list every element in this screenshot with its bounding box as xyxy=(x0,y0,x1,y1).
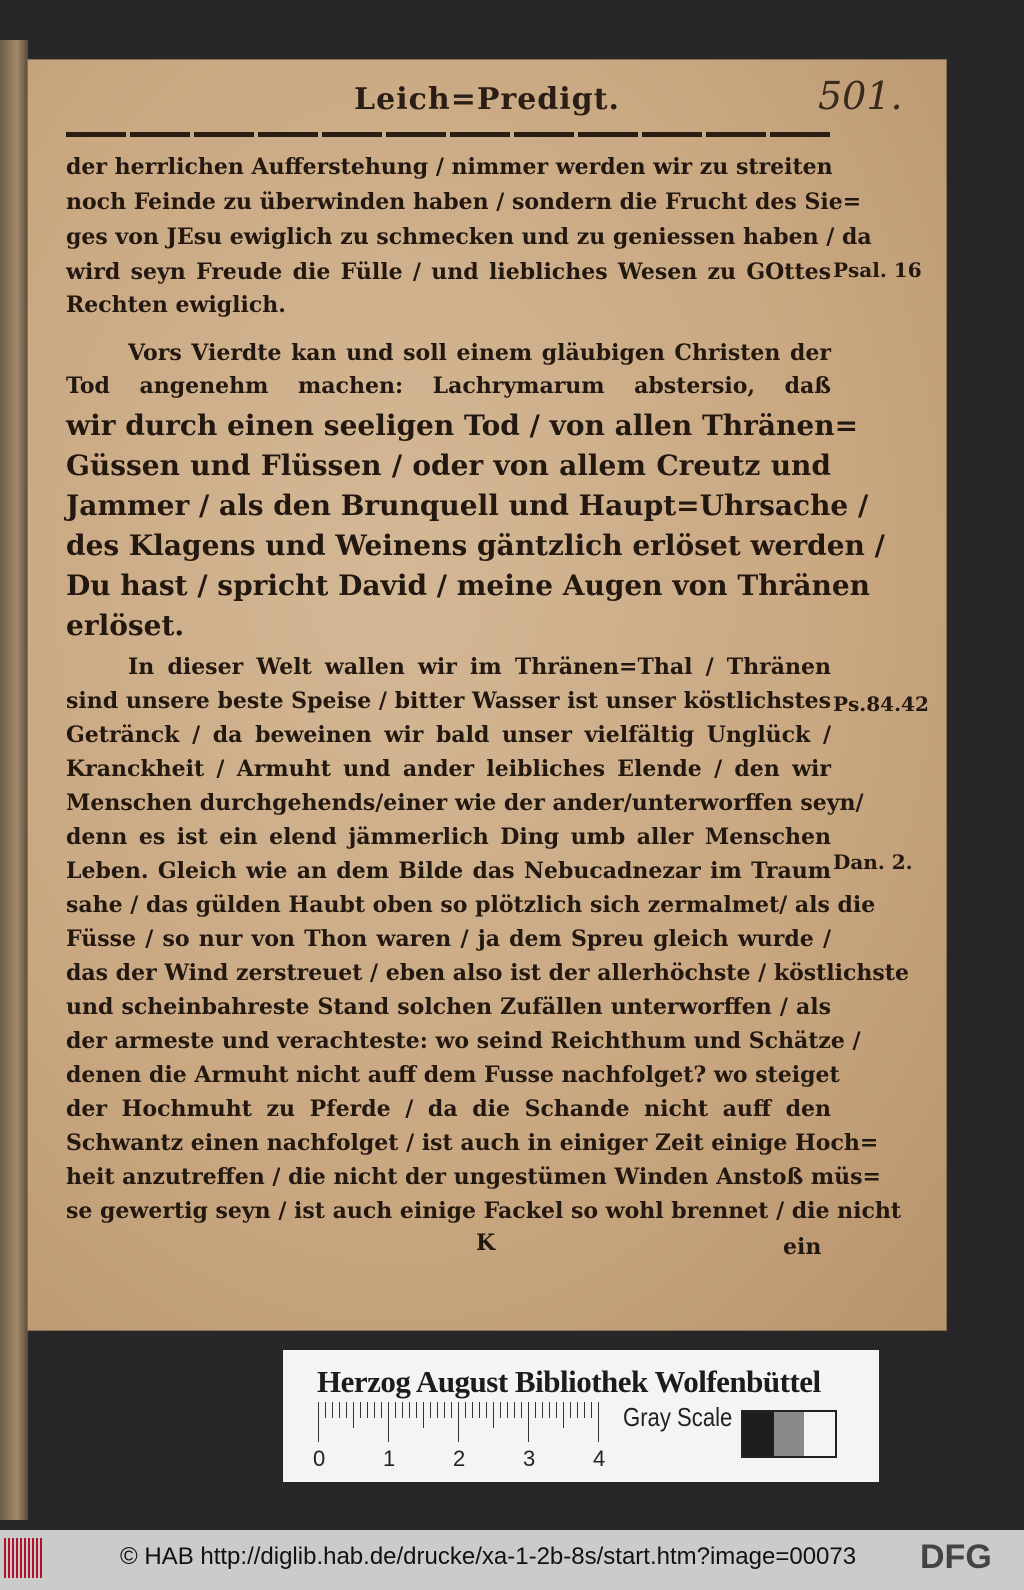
ruler-tick xyxy=(423,1402,424,1428)
dfg-logo: DFG xyxy=(920,1538,992,1576)
ruler-tick xyxy=(374,1402,375,1418)
text-line: Tod angenehm machen: Lachrymarum abstersio, daß xyxy=(66,373,831,399)
ruler-tick xyxy=(381,1402,382,1418)
signature-mark: K xyxy=(476,1230,496,1256)
ruler-tick xyxy=(458,1402,459,1442)
ruler-tick xyxy=(451,1402,452,1418)
ruler-tick xyxy=(500,1402,501,1418)
ruler-number: 3 xyxy=(523,1446,536,1471)
ruler-tick xyxy=(402,1402,403,1418)
ruler-tick xyxy=(493,1402,494,1428)
ruler-tick xyxy=(584,1402,585,1418)
text-line: des Klagens und Weinens gäntzlich erlöset werden / xyxy=(66,529,885,562)
ruler-number: 4 xyxy=(593,1446,606,1471)
ruler-tick xyxy=(388,1402,389,1442)
running-head: Leich=Predigt. xyxy=(354,82,620,117)
ruler-tick xyxy=(318,1402,319,1442)
hab-logo-icon xyxy=(4,1538,44,1578)
color-reference-card xyxy=(283,1350,879,1482)
text-line: Leben. Gleich wie an dem Bilde das Nebucadnezar im Traum xyxy=(66,858,831,884)
marginal-note: Psal. 16 xyxy=(833,258,922,282)
text-line: Vors Vierdte kan und soll einem gläubigen Christen der xyxy=(128,340,831,366)
text-line: Menschen durchgehends/einer wie der ander/unterworffen seyn/ xyxy=(66,790,864,816)
adjacent-page-edge xyxy=(0,40,28,1520)
text-line: und scheinbahreste Stand solchen Zufällen unterworffen / als xyxy=(66,994,831,1020)
text-line: der armeste und verachteste: wo seind Reichthum und Schätze / xyxy=(66,1028,861,1054)
ruler-tick xyxy=(514,1402,515,1418)
ruler-tick xyxy=(549,1402,550,1418)
text-line: wird seyn Freude die Fülle / und liebliches Wesen zu GOttes xyxy=(66,259,831,285)
ruler-number: 1 xyxy=(383,1446,396,1471)
ruler-tick xyxy=(563,1402,564,1428)
text-line: noch Feinde zu überwinden haben / sondern die Frucht des Sie= xyxy=(66,189,862,215)
copyright-url[interactable]: © HAB http://diglib.hab.de/drucke/xa-1-2b-8s/start.htm?image=00073 xyxy=(120,1543,857,1570)
ruler-tick xyxy=(570,1402,571,1418)
text-line: Füsse / so nur von Thon waren / ja dem Spreu gleich wurde / xyxy=(66,926,831,952)
ruler-tick xyxy=(430,1402,431,1418)
text-line: In dieser Welt wallen wir im Thränen=Thal / Thränen xyxy=(128,654,831,680)
ruler-tick xyxy=(542,1402,543,1418)
ruler-tick xyxy=(472,1402,473,1418)
text-line: se gewertig seyn / ist auch einige Fackel so wohl brennet / die nicht xyxy=(66,1198,902,1224)
ruler-tick xyxy=(332,1402,333,1418)
text-line: der herrlichen Aufferstehung / nimmer werden wir zu streiten xyxy=(66,154,833,180)
ruler-number: 0 xyxy=(313,1446,326,1471)
ruler-tick xyxy=(437,1402,438,1418)
ruler-tick xyxy=(409,1402,410,1418)
text-line: sahe / das gülden Haubt oben so plötzlich sich zermalmet/ als die xyxy=(66,892,876,918)
text-line: Jammer / als den Brunquell und Haupt=Uhrsache / xyxy=(66,489,869,522)
ruler-tick xyxy=(556,1402,557,1418)
book-page xyxy=(28,60,946,1330)
ruler-tick xyxy=(367,1402,368,1418)
header-rule xyxy=(66,132,831,137)
text-line: erlöset. xyxy=(66,609,185,642)
ruler-tick xyxy=(479,1402,480,1418)
ruler-tick xyxy=(353,1402,354,1428)
ruler-tick xyxy=(528,1402,529,1442)
text-line: Du hast / spricht David / meine Augen von Thränen xyxy=(66,569,871,602)
text-line: sind unsere beste Speise / bitter Wasser ist unser köstlichstes xyxy=(66,688,831,714)
text-line: denn es ist ein elend jämmerlich Ding umb aller Menschen xyxy=(66,824,831,850)
marginal-note: Dan. 2. xyxy=(833,850,913,874)
text-line: Rechten ewiglich. xyxy=(66,292,286,318)
folio-number: 501. xyxy=(818,74,903,118)
text-line: ges von JEsu ewiglich zu schmecken und zu geniessen haben / da xyxy=(66,224,872,250)
ruler-tick xyxy=(598,1402,599,1442)
scale-ruler xyxy=(313,1402,608,1472)
ruler-tick xyxy=(577,1402,578,1418)
ruler-tick xyxy=(416,1402,417,1418)
ruler-tick xyxy=(346,1402,347,1418)
gray-scale-label: Gray Scale xyxy=(623,1402,733,1432)
text-line: heit anzutreffen / die nicht der ungestümen Winden Anstoß müs= xyxy=(66,1164,881,1190)
text-line: Schwantz einen nachfolget / ist auch in einiger Zeit einige Hoch= xyxy=(66,1130,879,1156)
text-line: Kranckheit / Armuht und ander leibliches Elende / den wir xyxy=(66,756,831,782)
marginal-note: Ps.84.42 xyxy=(833,692,929,716)
ruler-tick xyxy=(444,1402,445,1418)
gray-patch-dark xyxy=(743,1412,774,1456)
gray-patch-light xyxy=(804,1412,835,1456)
text-line: Güssen und Flüssen / oder von allem Creutz und xyxy=(66,449,831,482)
ruler-tick xyxy=(591,1402,592,1418)
text-line: denen die Armuht nicht auff dem Fusse nachfolget? wo steiget xyxy=(66,1062,840,1088)
gray-scale-swatch xyxy=(741,1410,837,1458)
ruler-tick xyxy=(521,1402,522,1418)
ruler-number: 2 xyxy=(453,1446,466,1471)
gray-patch-mid xyxy=(774,1412,805,1456)
ruler-tick xyxy=(339,1402,340,1418)
ruler-tick xyxy=(535,1402,536,1418)
ruler-tick xyxy=(507,1402,508,1418)
library-name: Herzog August Bibliothek Wolfenbüttel xyxy=(317,1364,821,1399)
text-line: Getränck / da beweinen wir bald unser vielfältig Unglück / xyxy=(66,722,831,748)
footer-bar xyxy=(0,1530,1024,1590)
ruler-tick xyxy=(486,1402,487,1418)
text-line: der Hochmuht zu Pferde / da die Schande nicht auff den xyxy=(66,1096,831,1122)
text-line: das der Wind zerstreuet / eben also ist der allerhöchste / köstlichste xyxy=(66,960,909,986)
ruler-tick xyxy=(465,1402,466,1418)
ruler-tick xyxy=(360,1402,361,1418)
text-line: wir durch einen seeligen Tod / von allen Thränen= xyxy=(66,409,859,442)
ruler-tick xyxy=(395,1402,396,1418)
catchword: ein xyxy=(783,1234,822,1260)
ruler-tick xyxy=(325,1402,326,1418)
